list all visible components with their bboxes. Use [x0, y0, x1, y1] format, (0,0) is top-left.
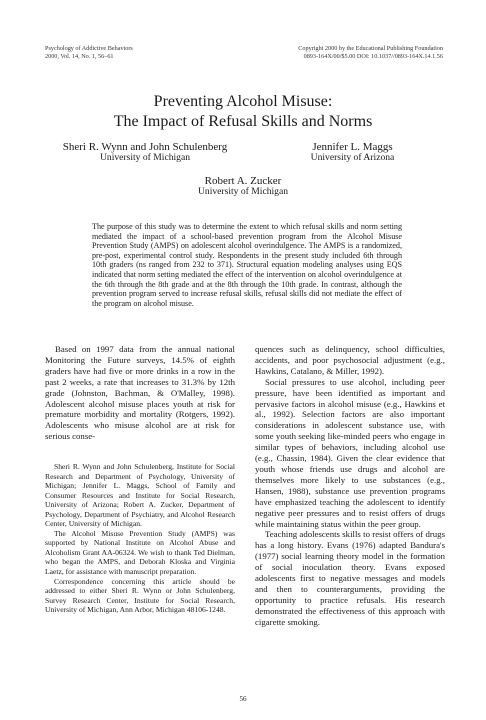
author-notes	[45, 462, 235, 615]
author-note: Correspondence concerning this article should be addressed to either Sheri R. Wynn or John Schulenberg, Survey Research Center, Institute for Social Research, University of Michigan, Ann Arbor, Michigan 48106-1248.	[45, 576, 235, 615]
abstract: The purpose of this study was to determine the extent to which refusal skills and norm setting mediated the impact of a school-based prevention program from the Alcohol Misuse Prevention Study (AMPS) on adolescent alcohol overindulgence. The AMPS is a randomized, pre-post, experimental control study. Respondents in the present study included 6th through 10th graders (ns ranged from 232 to 371). Structural equation modeling analyses using EQS indicated that norm setting mediated the effect of the intervention on alcohol overindulgence at the 6th through the 8th grade and at the 8th through the 10th grade. In contrast, although the prevention program served to increase refusal skills, refusal skills did not mediate the effect of the program on alcohol misuse.	[92, 222, 402, 308]
body-column-right	[255, 344, 445, 628]
author-note: The Alcohol Misuse Prevention Study (AMPS) was supported by National Institute on Alcohol Abuse and Alcoholism Grant AA-06324. We wish to thank Ted Dielman, who began the AMPS, and Deborah Kloska and Virginia Laetz, for assistance with manuscript preparation.	[45, 528, 235, 577]
author-affiliation: University of Arizona	[310, 152, 395, 163]
journal-header-right	[298, 45, 443, 60]
author-block-1	[40, 142, 250, 163]
copyright-line: Copyright 2000 by the Educational Publishing Foundation	[298, 45, 443, 52]
journal-header-left	[45, 45, 133, 60]
doi-line: 0893-164X/00/$5.00 DOI: 10.1037//0893-164X.14.1.56	[303, 52, 443, 60]
body-paragraph: quences such as delinquency, school difficulties, accidents, and poor psychosocial adjustment (e.g., Hawkins, Catalano, & Miller, 1992).	[255, 344, 445, 376]
journal-volume: 2000, Vol. 14, No. 1, 56–61	[45, 52, 114, 60]
journal-name: Psychology of Addictive Behaviors	[45, 45, 133, 52]
author-names: Sheri R. Wynn and John Schulenberg	[62, 141, 228, 153]
author-block-3	[148, 176, 338, 197]
body-paragraph: Teaching adolescents skills to resist offers of drugs has a long history. Evans (1976) adapted Bandura's (1977) social learning theory model in the formation of social inoculation theory. Evans exposed adolescents first to negative messages and models and then to counterarguments, providing the opportunity to practice refusals. His research demonstrated the effectiveness of this approach with cigarette smoking.	[255, 529, 445, 627]
title-line-1: Preventing Alcohol Misuse:	[153, 93, 333, 110]
title-line-2: The Impact of Refusal Skills and Norms	[113, 112, 373, 130]
author-affiliation: University of Michigan	[197, 186, 289, 197]
author-names: Jennifer L. Maggs	[312, 141, 393, 153]
author-names: Robert A. Zucker	[204, 175, 282, 187]
page-number: 56	[239, 695, 247, 703]
article-title	[0, 92, 486, 131]
body-paragraph: Based on 1997 data from the annual national Monitoring the Future surveys, 14.5% of eighth graders have had five or more drinks in a row in the past 2 weeks, a rate that increases to 31.3% by 12th grade (Johnston, Bachman, & O'Malley, 1998). Adolescent alcohol misuse places youth at risk for premature morbidity and mortality (Rotgers, 1992). Adolescents who misuse alcohol are at risk for serious conse-	[45, 344, 235, 442]
author-block-2	[265, 142, 440, 163]
body-paragraph: Social pressures to use alcohol, including peer pressure, have been identified as important and pervasive factors in alcohol misuse (e.g., Hawkins et al., 1992). Selection factors are also important considerations in adolescent substance use, with some youth seeking like-minded peers who engage in similar types of behaviors, including alcohol use (e.g., Chassin, 1984). Given the clear evidence that youth whose friends use drugs and alcohol are themselves more likely to use substances (e.g., Hansen, 1988), substance use prevention programs have emphasized teaching the adolescent to identify negative peer pressures and to resist offers of drugs while maintaining status within the peer group.	[255, 376, 445, 529]
author-affiliation: University of Michigan	[99, 152, 191, 163]
body-column-left	[45, 344, 235, 442]
author-note: Sheri R. Wynn and John Schulenberg, Institute for Social Research and Department of Psychology, University of Michigan; Jennifer L. Maggs, School of Family and Consumer Resources and Institute for Social Research, University of Arizona; Robert A. Zucker, Department of Psychology, Department of Psychiatry, and Alcohol Research Center, University of Michigan.	[45, 462, 235, 529]
